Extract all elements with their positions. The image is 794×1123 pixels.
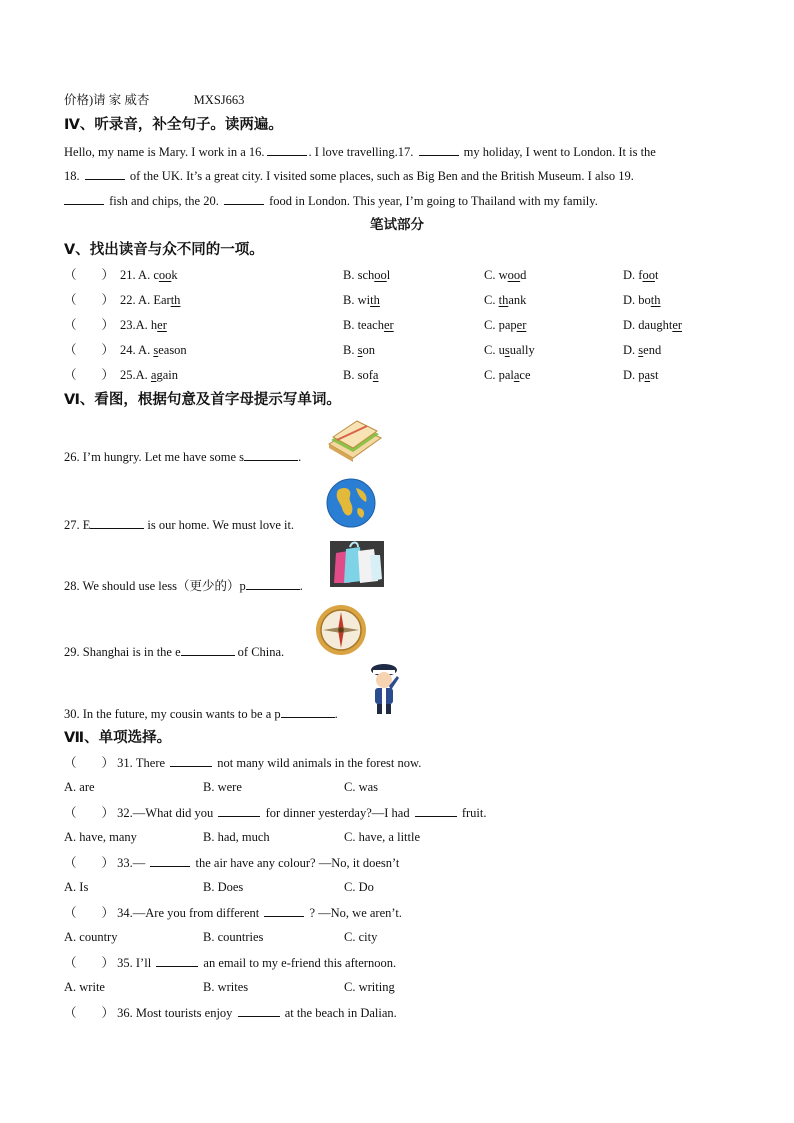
compass-image bbox=[315, 604, 367, 656]
policeman-image bbox=[367, 662, 401, 716]
mc-question bbox=[64, 954, 396, 971]
option-c: C. thank bbox=[484, 293, 527, 307]
phonics-row bbox=[0, 292, 794, 308]
option-a[interactable]: A. country bbox=[64, 930, 118, 944]
question-26: 26. I’m hungry. Let me have some s . bbox=[64, 450, 302, 464]
question-text: 33.— bbox=[114, 856, 149, 870]
option-b: B. sofa bbox=[343, 368, 379, 382]
option-d: D. past bbox=[623, 368, 659, 382]
answer-blank[interactable] bbox=[238, 1004, 280, 1017]
option-a[interactable]: A. are bbox=[64, 780, 95, 794]
option-c: C. wood bbox=[484, 268, 527, 282]
question-text: an email to my e-friend this afternoon. bbox=[200, 956, 397, 970]
option-b[interactable]: B. had, much bbox=[203, 830, 270, 844]
blank-17[interactable] bbox=[419, 143, 459, 156]
option-d: D. foot bbox=[623, 268, 659, 282]
question-text: for dinner yesterday?—I had bbox=[262, 806, 413, 820]
answer-paren[interactable]: （ ） bbox=[64, 1006, 115, 1020]
answer-blank[interactable] bbox=[170, 754, 212, 767]
underlined-sound: oo bbox=[158, 268, 172, 282]
underlined-sound: th bbox=[650, 293, 661, 307]
sandwich-image bbox=[327, 420, 383, 462]
question-text: 36. Most tourists enjoy bbox=[114, 1006, 236, 1020]
mc-options bbox=[0, 979, 794, 995]
question-text: the air have any colour? —No, it doesn’t bbox=[192, 856, 400, 870]
plastic-bags-image bbox=[330, 541, 384, 587]
mc-options bbox=[0, 879, 794, 895]
underlined-sound: s bbox=[153, 343, 159, 357]
answer-paren[interactable]: （ ） bbox=[64, 856, 115, 870]
option-a[interactable]: A. write bbox=[64, 980, 105, 994]
phonics-row bbox=[0, 267, 794, 283]
earth-globe-image bbox=[326, 478, 376, 528]
option-c[interactable]: C. Do bbox=[344, 880, 374, 894]
mc-question bbox=[64, 854, 399, 871]
option-c[interactable]: C. was bbox=[344, 780, 379, 794]
answer-paren[interactable]: （ ） bbox=[64, 956, 115, 970]
answer-blank[interactable] bbox=[415, 804, 457, 817]
answer-blank-29[interactable] bbox=[181, 643, 235, 656]
option-d: D. both bbox=[623, 293, 661, 307]
blank-19[interactable] bbox=[64, 192, 104, 205]
option-c: C. palace bbox=[484, 368, 531, 382]
mc-question bbox=[64, 754, 421, 771]
phonics-row bbox=[0, 342, 794, 358]
answer-blank[interactable] bbox=[156, 954, 198, 967]
underlined-sound: th bbox=[370, 293, 380, 307]
question-text: 34.—Are you from different bbox=[114, 906, 263, 920]
top-note-text: 价格)请 家 威杏 bbox=[64, 93, 150, 107]
option-a[interactable]: A. have, many bbox=[64, 830, 137, 844]
answer-blank-26[interactable] bbox=[244, 448, 298, 461]
blank-20[interactable] bbox=[224, 192, 264, 205]
option-a: 23.A. her bbox=[120, 318, 167, 332]
option-b[interactable]: B. Does bbox=[203, 880, 244, 894]
answer-paren[interactable]: （ ） bbox=[64, 268, 115, 282]
underlined-sound: oo bbox=[374, 268, 387, 282]
question-text: ? —No, we aren’t. bbox=[306, 906, 402, 920]
underlined-sound: a bbox=[513, 368, 520, 382]
underlined-sound: er bbox=[383, 318, 394, 332]
section-6-title: Ⅵ、看图，根据句意及首字母提示写单词。 bbox=[64, 392, 341, 408]
question-text: at the beach in Dalian. bbox=[281, 1006, 397, 1020]
phonics-row bbox=[0, 317, 794, 333]
blank-18[interactable] bbox=[85, 167, 125, 180]
question-27: 27. E is our home. We must love it. bbox=[64, 518, 295, 532]
option-b[interactable]: B. countries bbox=[203, 930, 264, 944]
answer-blank[interactable] bbox=[264, 904, 304, 917]
answer-paren[interactable]: （ ） bbox=[64, 343, 115, 357]
option-d: D. send bbox=[623, 343, 662, 357]
underlined-sound: s bbox=[504, 343, 510, 357]
option-c[interactable]: C. city bbox=[344, 930, 378, 944]
option-a: 22. A. Earth bbox=[120, 293, 181, 307]
mc-question bbox=[64, 804, 487, 821]
answer-blank[interactable] bbox=[150, 854, 190, 867]
question-29: 29. Shanghai is in the e of China. bbox=[64, 645, 285, 659]
phonics-row bbox=[0, 367, 794, 383]
section-5-title: Ⅴ、找出读音与众不同的一项。 bbox=[64, 242, 264, 258]
underlined-sound: s bbox=[638, 343, 644, 357]
option-b: B. school bbox=[343, 268, 391, 282]
answer-blank-30[interactable] bbox=[281, 705, 335, 718]
question-text: 31. There bbox=[114, 756, 169, 770]
question-text: 35. I’ll bbox=[114, 956, 155, 970]
question-28: 28. We should use less（更少的）p . bbox=[64, 579, 303, 593]
top-note bbox=[64, 92, 244, 108]
answer-blank[interactable] bbox=[218, 804, 260, 817]
underlined-sound: oo bbox=[642, 268, 655, 282]
option-a: 24. A. season bbox=[120, 343, 187, 357]
option-c[interactable]: C. have, a little bbox=[344, 830, 421, 844]
mc-options bbox=[0, 829, 794, 845]
underlined-sound: er bbox=[672, 318, 683, 332]
underlined-sound: a bbox=[644, 368, 651, 382]
option-c: C. usually bbox=[484, 343, 535, 357]
underlined-sound: oo bbox=[507, 268, 521, 282]
option-a: 25.A. again bbox=[120, 368, 178, 382]
underlined-sound: a bbox=[372, 368, 379, 382]
question-text: fruit. bbox=[458, 806, 487, 820]
question-30: 30. In the future, my cousin wants to be a p . bbox=[64, 707, 338, 721]
answer-paren[interactable]: （ ） bbox=[64, 806, 115, 820]
answer-paren[interactable]: （ ） bbox=[64, 293, 115, 307]
option-b: B. teacher bbox=[343, 318, 394, 332]
section-4-title: Ⅳ、听录音，补全句子。读两遍。 bbox=[64, 117, 283, 133]
underlined-sound: er bbox=[157, 318, 167, 332]
option-c: C. paper bbox=[484, 318, 527, 332]
blank-16[interactable] bbox=[267, 143, 307, 156]
mc-options bbox=[0, 929, 794, 945]
answer-blank-27[interactable] bbox=[90, 516, 144, 529]
mc-question bbox=[64, 904, 402, 921]
top-code: MXSJ663 bbox=[193, 93, 245, 107]
section-7-title: Ⅶ、单项选择。 bbox=[64, 730, 172, 746]
option-b[interactable]: B. writes bbox=[203, 980, 249, 994]
answer-paren[interactable]: （ ） bbox=[64, 318, 115, 332]
mc-options bbox=[0, 779, 794, 795]
option-d: D. daughter bbox=[623, 318, 683, 332]
option-b: B. son bbox=[343, 343, 375, 357]
underlined-sound: er bbox=[516, 318, 527, 332]
written-part-heading: 笔试部分 bbox=[370, 217, 424, 233]
passage-line-1: Hello, my name is Mary. I work in a 16. . I love travelling.17. my holiday, I went to London. It is the bbox=[64, 145, 656, 159]
underlined-sound: th bbox=[498, 293, 509, 307]
answer-paren[interactable]: （ ） bbox=[64, 756, 115, 770]
question-text: not many wild animals in the forest now. bbox=[214, 756, 422, 770]
option-a[interactable]: A. Is bbox=[64, 880, 89, 894]
option-b[interactable]: B. were bbox=[203, 780, 242, 794]
passage-line-3: fish and chips, the 20. food in London. This year, I’m going to Thailand with my family. bbox=[64, 192, 598, 209]
underlined-sound: s bbox=[357, 343, 363, 357]
underlined-sound: a bbox=[150, 368, 157, 382]
mc-question bbox=[64, 1004, 397, 1021]
option-b: B. with bbox=[343, 293, 380, 307]
answer-paren[interactable]: （ ） bbox=[64, 906, 115, 920]
answer-blank-28[interactable] bbox=[246, 577, 300, 590]
passage-line-2: 18. of the UK. It’s a great city. I visited some places, such as Big Ben and the British Museum. I also 19. bbox=[64, 169, 634, 183]
option-a: 21. A. cook bbox=[120, 268, 178, 282]
option-c[interactable]: C. writing bbox=[344, 980, 395, 994]
underlined-sound: th bbox=[170, 293, 181, 307]
question-text: 32.—What did you bbox=[114, 806, 217, 820]
answer-paren[interactable]: （ ） bbox=[64, 368, 115, 382]
